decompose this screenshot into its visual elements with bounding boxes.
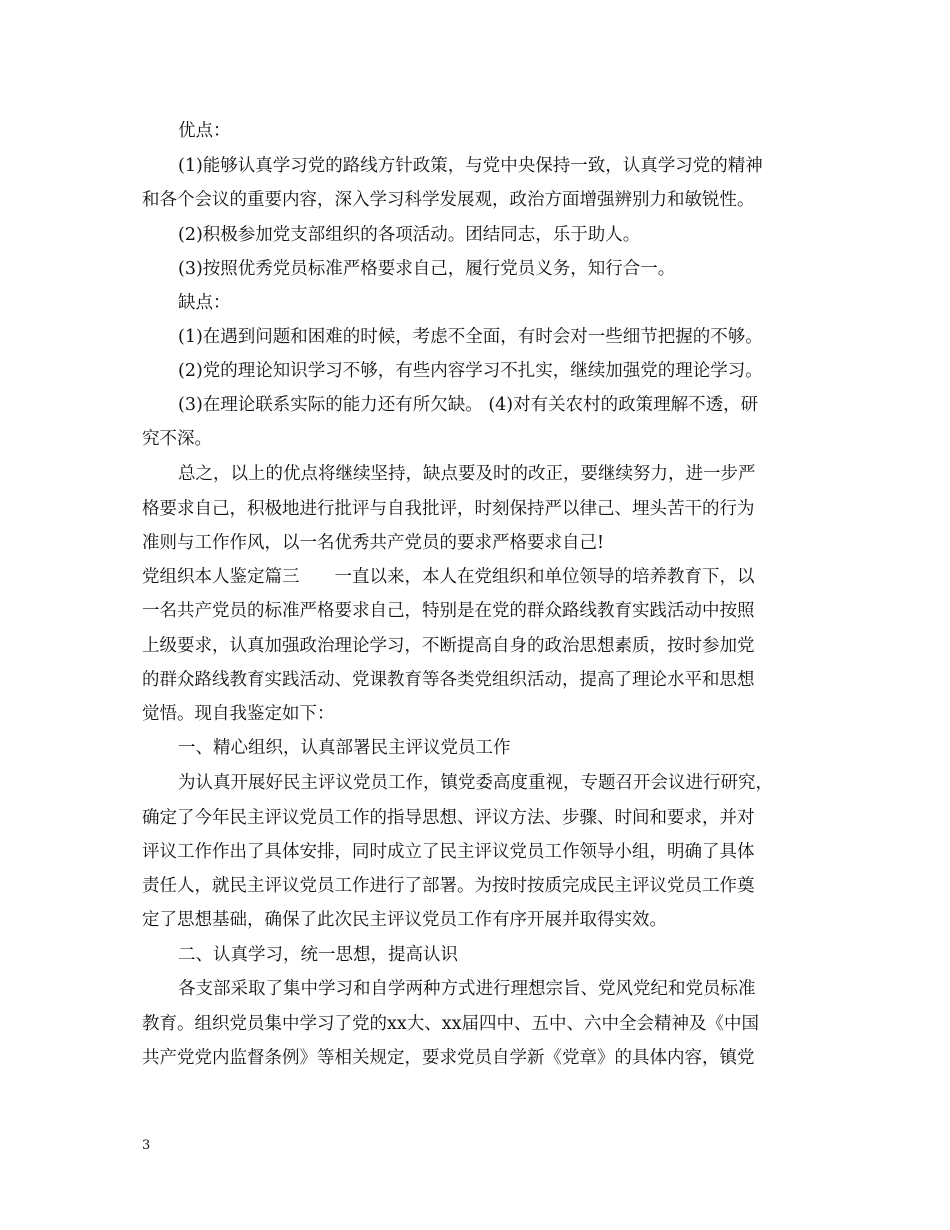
text-line: 的群众路线教育实践活动、党课教育等各类党组织活动，提高了理论水平和思想 (142, 670, 755, 690)
text-line: (2)党的理论知识学习不够，有些内容学习不扎实，继续加强党的理论学习。 (178, 361, 763, 381)
section-heading: 一、精心组织，认真部署民主评议党员工作 (178, 738, 511, 758)
text-line: 缺点： (178, 293, 231, 313)
text-line: 一名共产党员的标准严格要求自己，特别是在党的群众路线教育实践活动中按照 (142, 601, 755, 621)
text-line: 总之，以上的优点将继续坚持，缺点要及时的改正，要继续努力，进一步严 (178, 464, 756, 484)
text-line: 责任人，就民主评议党员工作进行了部署。为按时按质完成民主评议党员工作奠 (142, 876, 755, 896)
text-line: (2)积极参加党支部组织的各项活动。团结同志，乐于助人。 (178, 225, 641, 245)
text-line: 各支部采取了集中学习和自学两种方式进行理想宗旨、党风党纪和党员标准 (178, 979, 756, 999)
text-line: 优点： (178, 121, 231, 141)
section-heading: 二、认真学习，统一思想，提高认识 (178, 945, 458, 965)
text-line: (1)在遇到问题和困难的时候，考虑不全面，有时会对一些细节把握的不够。 (178, 327, 763, 347)
text-line: 觉悟。现自我鉴定如下： (142, 704, 335, 724)
text-line: 定了思想基础，确保了此次民主评议党员工作有序开展并取得实效。 (142, 910, 667, 930)
text-line: (3)在理论联系实际的能力还有所欠缺。 (4)对有关农村的政策理解不透，研 (178, 395, 759, 415)
text-line: 格要求自己，积极地进行批评与自我批评，时刻保持严以律己、埋头苦干的行为 (142, 499, 755, 519)
text-line: (1)能够认真学习党的路线方针政策，与党中央保持一致，认真学习党的精神 (178, 156, 763, 176)
text-line: 党组织本人鉴定篇三 一直以来，本人在党组织和单位领导的培养教育下，以 (142, 567, 755, 587)
text-line: 评议工作作出了具体安排，同时成立了民主评议党员工作领导小组，明确了具体 (142, 842, 755, 862)
text-line: 和各个会议的重要内容，深入学习科学发展观，政治方面增强辨别力和敏锐性。 (142, 190, 755, 210)
text-line: 为认真开展好民主评议党员工作，镇党委高度重视，专题召开会议进行研究， (178, 773, 773, 793)
text-line: 共产党党内监督条例》等相关规定，要求党员自学新《党章》的具体内容，镇党 (142, 1048, 755, 1068)
text-line: 上级要求，认真加强政治理论学习，不断提高自身的政治思想素质，按时参加党 (142, 636, 755, 656)
text-line: 教育。组织党员集中学习了党的xx大、xx届四中、五中、六中全会精神及《中国 (142, 1014, 759, 1034)
text-line: (3)按照优秀党员标准严格要求自己，履行党员义务，知行合一。 (178, 259, 676, 279)
text-line: 究不深。 (142, 429, 212, 449)
page-number: 3 (142, 1138, 151, 1153)
text-line: 准则与工作作风，以一名优秀共产党员的要求严格要求自己! (142, 533, 605, 553)
text-line: 确定了今年民主评议党员工作的指导思想、评议方法、步骤、时间和要求，并对 (142, 808, 755, 828)
